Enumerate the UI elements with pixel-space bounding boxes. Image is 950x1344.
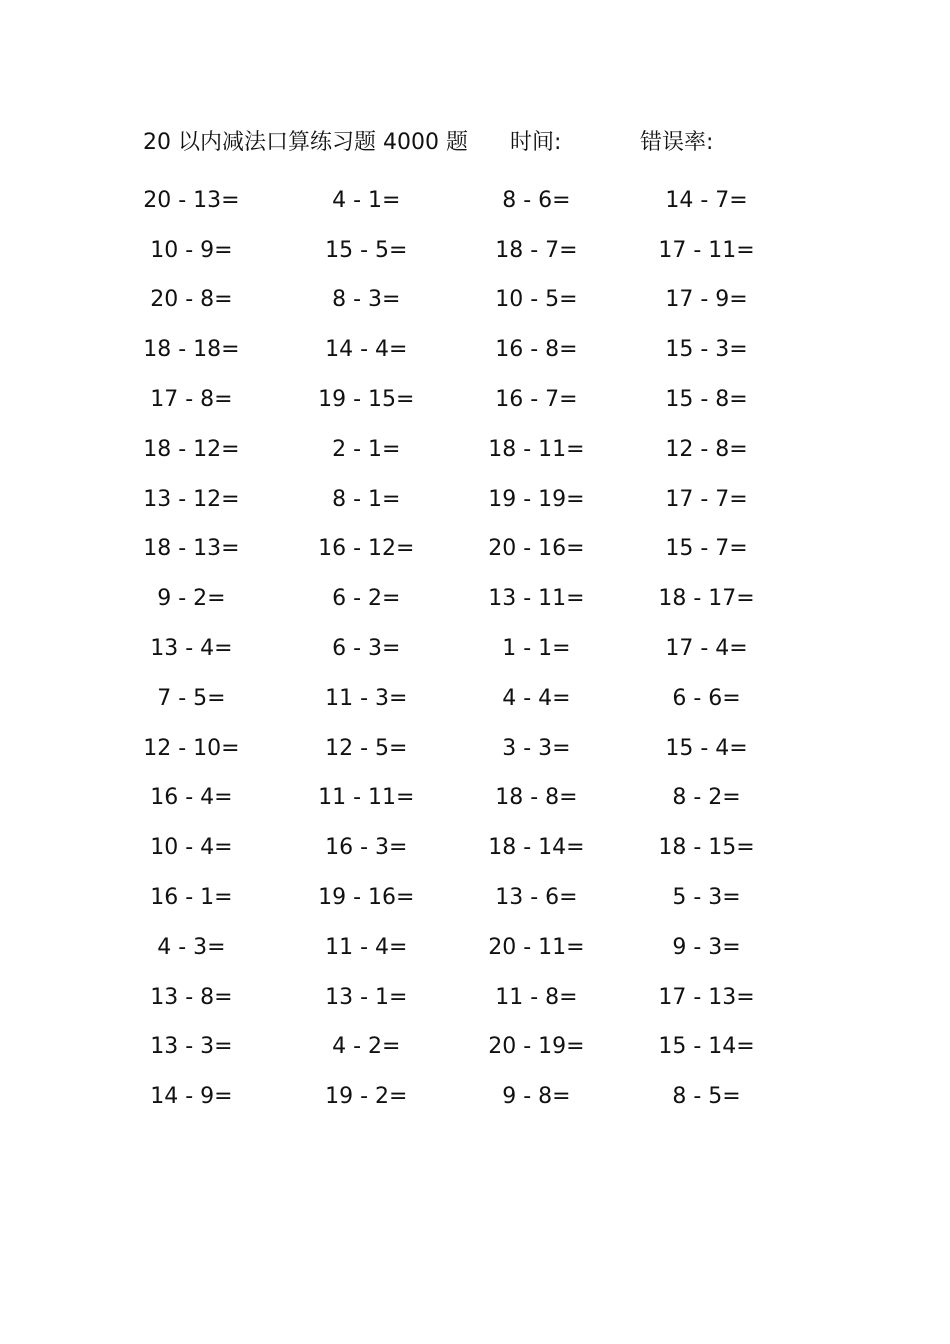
problem-item: 6 - 3= — [332, 636, 401, 662]
problem-row — [130, 525, 820, 575]
problem-item: 20 - 8= — [150, 287, 233, 313]
problem-item: 15 - 4= — [665, 735, 748, 761]
problem-item: 4 - 2= — [332, 1034, 401, 1060]
problem-item: 6 - 2= — [332, 586, 401, 612]
time-label: 时间: — [510, 130, 562, 155]
problem-item: 14 - 7= — [665, 187, 748, 213]
problem-item: 14 - 4= — [325, 337, 408, 363]
problem-item: 10 - 4= — [150, 835, 233, 861]
problem-row — [130, 973, 820, 1023]
problem-row — [130, 176, 820, 226]
problem-row — [130, 774, 820, 824]
problem-row — [130, 624, 820, 674]
problem-row — [130, 873, 820, 923]
problem-item: 19 - 15= — [318, 387, 415, 413]
problem-item: 16 - 8= — [495, 337, 578, 363]
problem-item: 8 - 1= — [332, 486, 401, 512]
problem-item: 17 - 7= — [665, 486, 748, 512]
worksheet-title: 20 以内减法口算练习题 4000 题 — [143, 130, 468, 155]
problem-item: 20 - 11= — [488, 934, 585, 960]
problem-row — [130, 475, 820, 525]
problem-item: 13 - 6= — [495, 885, 578, 911]
problem-item: 16 - 4= — [150, 785, 233, 811]
problem-item: 18 - 13= — [143, 536, 240, 562]
problem-row — [130, 674, 820, 724]
error-rate-label: 错误率: — [640, 130, 714, 155]
problem-item: 11 - 4= — [325, 934, 408, 960]
problem-grid — [130, 176, 820, 1122]
problem-row — [130, 724, 820, 774]
problem-row — [130, 1072, 820, 1122]
problem-item: 13 - 12= — [143, 486, 240, 512]
problem-item: 6 - 6= — [672, 685, 741, 711]
problem-item: 13 - 11= — [488, 586, 585, 612]
problem-row — [130, 823, 820, 873]
problem-item: 17 - 8= — [150, 387, 233, 413]
problem-item: 18 - 7= — [495, 237, 578, 263]
problem-item: 11 - 3= — [325, 685, 408, 711]
problem-item: 8 - 5= — [672, 1084, 741, 1110]
problem-item: 18 - 15= — [658, 835, 755, 861]
problem-item: 13 - 8= — [150, 984, 233, 1010]
problem-item: 19 - 16= — [318, 885, 415, 911]
problem-item: 16 - 7= — [495, 387, 578, 413]
problem-item: 18 - 12= — [143, 436, 240, 462]
problem-item: 15 - 5= — [325, 237, 408, 263]
problem-item: 5 - 3= — [672, 885, 741, 911]
problem-item: 15 - 8= — [665, 387, 748, 413]
problem-row — [130, 574, 820, 624]
problem-item: 13 - 4= — [150, 636, 233, 662]
problem-item: 15 - 7= — [665, 536, 748, 562]
problem-row — [130, 425, 820, 475]
problem-row — [130, 325, 820, 375]
problem-item: 17 - 4= — [665, 636, 748, 662]
problem-item: 1 - 1= — [502, 636, 571, 662]
problem-item: 12 - 8= — [665, 436, 748, 462]
problem-item: 14 - 9= — [150, 1084, 233, 1110]
problem-item: 8 - 2= — [672, 785, 741, 811]
problem-item: 9 - 8= — [502, 1084, 571, 1110]
problem-item: 13 - 3= — [150, 1034, 233, 1060]
problem-item: 20 - 13= — [143, 187, 240, 213]
problem-item: 4 - 3= — [157, 934, 226, 960]
problem-item: 12 - 5= — [325, 735, 408, 761]
problem-row — [130, 375, 820, 425]
problem-item: 17 - 11= — [658, 237, 755, 263]
problem-item: 12 - 10= — [143, 735, 240, 761]
problem-item: 18 - 8= — [495, 785, 578, 811]
problem-item: 18 - 17= — [658, 586, 755, 612]
problem-item: 10 - 5= — [495, 287, 578, 313]
problem-item: 18 - 18= — [143, 337, 240, 363]
problem-item: 19 - 2= — [325, 1084, 408, 1110]
problem-item: 4 - 4= — [502, 685, 571, 711]
problem-row — [130, 276, 820, 326]
problem-item: 15 - 14= — [658, 1034, 755, 1060]
problem-row — [130, 226, 820, 276]
problem-item: 18 - 14= — [488, 835, 585, 861]
problem-item: 17 - 9= — [665, 287, 748, 313]
problem-item: 19 - 19= — [488, 486, 585, 512]
problem-item: 3 - 3= — [502, 735, 571, 761]
problem-item: 16 - 1= — [150, 885, 233, 911]
problem-item: 9 - 3= — [672, 934, 741, 960]
problem-item: 2 - 1= — [332, 436, 401, 462]
problem-item: 8 - 3= — [332, 287, 401, 313]
problem-item: 20 - 16= — [488, 536, 585, 562]
problem-item: 17 - 13= — [658, 984, 755, 1010]
problem-item: 11 - 8= — [495, 984, 578, 1010]
problem-item: 4 - 1= — [332, 187, 401, 213]
problem-item: 16 - 3= — [325, 835, 408, 861]
problem-item: 16 - 12= — [318, 536, 415, 562]
problem-item: 11 - 11= — [318, 785, 415, 811]
problem-item: 8 - 6= — [502, 187, 571, 213]
problem-row — [130, 923, 820, 973]
problem-row — [130, 1023, 820, 1073]
problem-item: 18 - 11= — [488, 436, 585, 462]
problem-item: 20 - 19= — [488, 1034, 585, 1060]
problem-item: 15 - 3= — [665, 337, 748, 363]
problem-item: 7 - 5= — [157, 685, 226, 711]
problem-item: 10 - 9= — [150, 237, 233, 263]
problem-item: 9 - 2= — [157, 586, 226, 612]
problem-item: 13 - 1= — [325, 984, 408, 1010]
